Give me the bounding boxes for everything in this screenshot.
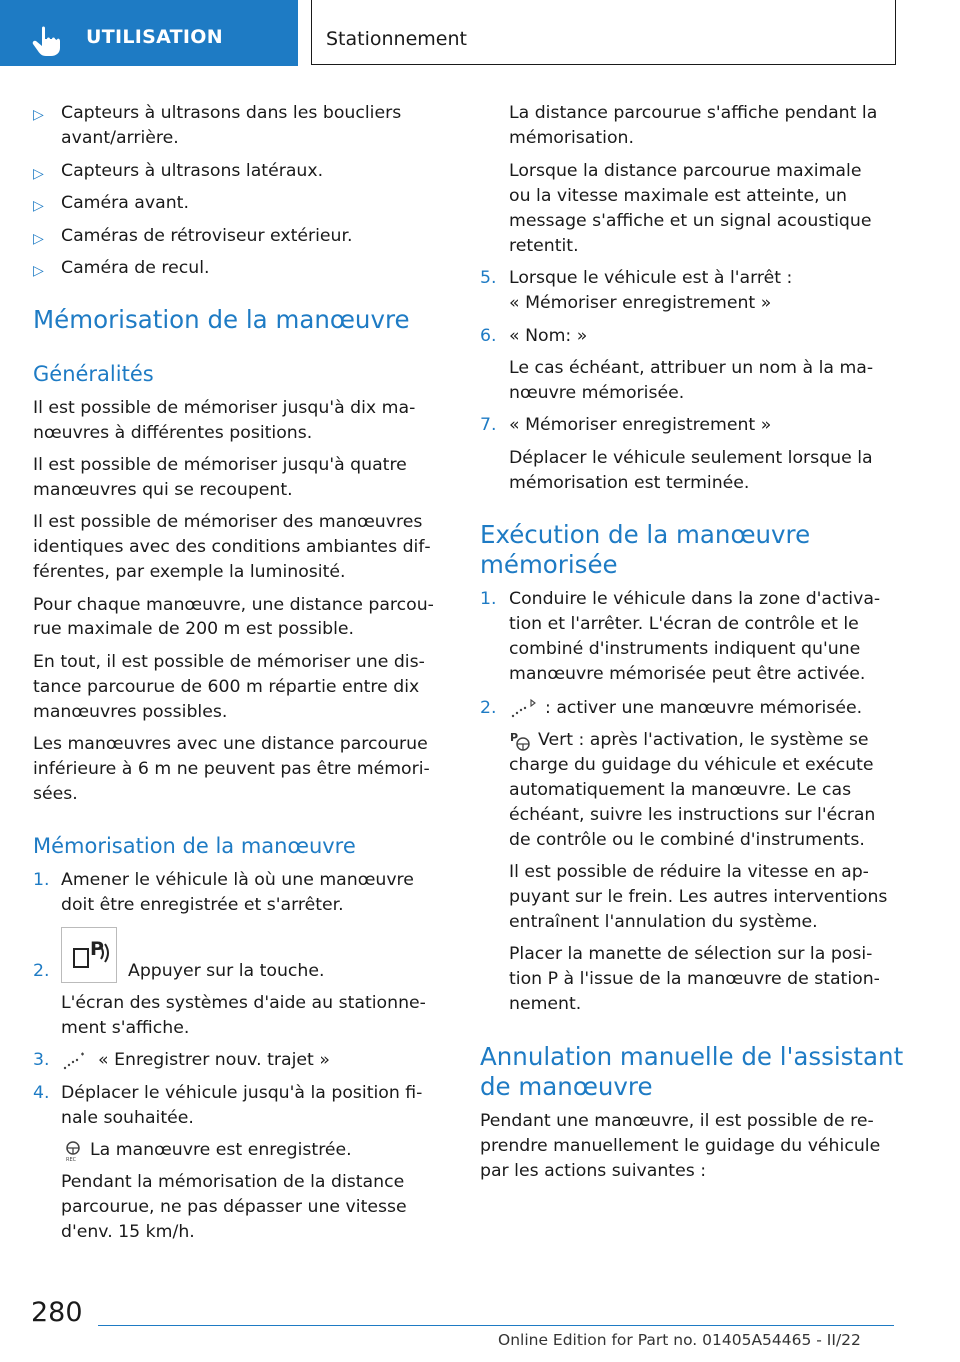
paragraph-line: tance parcourue de 600 m répartie entre dix <box>33 677 420 697</box>
footer-divider <box>98 1325 894 1326</box>
step-text: Il est possible de réduire la vitesse en ap‐ <box>509 862 869 882</box>
footer-edition: Online Edition for Part no. 01405A54465 - II/22 <box>498 1331 861 1349</box>
paragraph-line: retentit. <box>509 236 579 256</box>
steering-auto-icon <box>510 730 532 752</box>
bullet-triangle-icon: ▷ <box>33 107 44 123</box>
paragraph-line: manœuvres possibles. <box>33 702 228 722</box>
step-text: « Mémoriser enregistrement » <box>509 415 772 435</box>
step-text: Pendant la mémorisation de la distance <box>61 1172 405 1192</box>
paragraph-line: La distance parcourue s'affiche pendant la <box>509 103 878 123</box>
step-text: doit être enregistrée et s'arrêter. <box>61 895 344 915</box>
section-heading: de manœuvre <box>480 1072 653 1101</box>
step-text: ment s'affiche. <box>61 1018 190 1038</box>
svg-text:REC: REC <box>66 1157 77 1162</box>
section-heading: Exécution de la manœuvre <box>480 520 811 549</box>
step-number: 6. <box>480 326 497 346</box>
bullet-text: Caméras de rétroviseur extérieur. <box>61 226 353 246</box>
section-heading: Mémorisation de la manœuvre <box>33 305 410 334</box>
step-text: « Nom: » <box>509 326 588 346</box>
step-number: 2. <box>480 698 497 718</box>
step-text: tion P à l'issue de la manœuvre de station‐ <box>509 969 880 989</box>
svg-text:P: P <box>90 938 104 960</box>
section-heading: mémorisée <box>480 550 618 579</box>
bullet-text: Caméra de recul. <box>61 258 210 278</box>
step-text: échéant, suivre les instructions sur l'écran <box>509 805 876 825</box>
step-number: 2. <box>33 961 50 981</box>
step-text: automatiquement la manœuvre. Le cas <box>509 780 852 800</box>
bullet-triangle-icon: ▷ <box>33 231 44 247</box>
paragraph-line: par les actions suivantes : <box>480 1161 707 1181</box>
bullet-text: Capteurs à ultrasons dans les boucliers <box>61 103 402 123</box>
section-heading: Annulation manuelle de l'assistant <box>480 1042 904 1071</box>
paragraph-line: Pendant une manœuvre, il est possible de re‐ <box>480 1111 874 1131</box>
step-text: Amener le véhicule là où une manœuvre <box>61 870 414 890</box>
step-text: manœuvre mémorisée peut être activée. <box>509 664 866 684</box>
step-text: « Mémoriser enregistrement » <box>509 293 772 313</box>
bullet-text: avant/arrière. <box>61 128 179 148</box>
step-text: entraînent l'annulation du système. <box>509 912 818 932</box>
paragraph-line: inférieure à 6 m ne peuvent pas être mémori‐ <box>33 759 430 779</box>
step-text: parcourue, ne pas dépasser une vitesse <box>61 1197 407 1217</box>
step-text: tion et l'arrêter. L'écran de contrôle et le <box>509 614 859 634</box>
paragraph-line: En tout, il est possible de mémoriser une dis‐ <box>33 652 425 672</box>
step-text: de contrôle ou le combiné d'instruments. <box>509 830 865 850</box>
page-number: 280 <box>31 1297 83 1328</box>
paragraph-line: Pour chaque manœuvre, une distance parcou‐ <box>33 595 434 615</box>
step-text: mémorisation est terminée. <box>509 473 750 493</box>
paragraph-line: Il est possible de mémoriser jusqu'à quatre <box>33 455 407 475</box>
step-text: « Enregistrer nouv. trajet » <box>98 1050 330 1070</box>
bullet-text: Capteurs à ultrasons latéraux. <box>61 161 324 181</box>
paragraph-line: Les manœuvres avec une distance parcourue <box>33 734 428 754</box>
paragraph-line: férentes, par exemple la luminosité. <box>33 562 346 582</box>
trajectory-play-icon[interactable] <box>509 698 539 720</box>
step-number: 3. <box>33 1050 50 1070</box>
paragraph-line: message s'affiche et un signal acoustique <box>509 211 872 231</box>
step-text: nale souhaitée. <box>61 1108 194 1128</box>
step-text: Appuyer sur la touche. <box>128 961 325 981</box>
bullet-triangle-icon: ▷ <box>33 166 44 182</box>
step-text: Déplacer le véhicule jusqu'à la position fi‐ <box>61 1083 423 1103</box>
paragraph-line: prendre manuellement le guidage du véhicule <box>480 1136 881 1156</box>
step-number: 1. <box>33 870 50 890</box>
paragraph-line: sées. <box>33 784 78 804</box>
paragraph-line: manœuvres qui se recoupent. <box>33 480 293 500</box>
paragraph-line: rue maximale de 200 m est possible. <box>33 619 355 639</box>
step-number: 7. <box>480 415 497 435</box>
paragraph-line: nœuvres à différentes positions. <box>33 423 313 443</box>
svg-text:P: P <box>510 731 519 744</box>
paragraph-line: ou la vitesse maximale est atteinte, un <box>509 186 848 206</box>
paragraph-line: identiques avec des conditions ambiantes dif‐ <box>33 537 431 557</box>
step-text: La manœuvre est enregistrée. <box>90 1140 352 1160</box>
step-number: 1. <box>480 589 497 609</box>
step-text: puyant sur le frein. Les autres interventions <box>509 887 888 907</box>
subheading: Mémorisation de la manœuvre <box>33 834 356 858</box>
paragraph-line: mémorisation. <box>509 128 634 148</box>
step-text: Placer la manette de sélection sur la posi‐ <box>509 944 873 964</box>
step-number: 4. <box>33 1083 50 1103</box>
step-text: : activer une manœuvre mémorisée. <box>545 698 863 718</box>
step-text: charge du guidage du véhicule et exécute <box>509 755 874 775</box>
step-text: d'env. 15 km/h. <box>61 1222 195 1242</box>
paragraph-line: Il est possible de mémoriser des manœuvres <box>33 512 423 532</box>
paragraph-line: Lorsque la distance parcourue maximale <box>509 161 862 181</box>
step-text: Lorsque le véhicule est à l'arrêt : <box>509 268 793 288</box>
bullet-text: Caméra avant. <box>61 193 189 213</box>
step-text: Déplacer le véhicule seulement lorsque la <box>509 448 873 468</box>
bullet-triangle-icon: ▷ <box>33 263 44 279</box>
paragraph-line: Il est possible de mémoriser jusqu'à dix ma‐ <box>33 398 416 418</box>
subheading: Généralités <box>33 362 154 386</box>
step-text: Vert : après l'activation, le système se <box>538 730 869 750</box>
step-text: nement. <box>509 994 582 1014</box>
step-text: Le cas échéant, attribuer un nom à la ma‐ <box>509 358 874 378</box>
section-label: UTILISATION <box>86 26 223 48</box>
step-number: 5. <box>480 268 497 288</box>
step-text: Conduire le véhicule dans la zone d'activa‐ <box>509 589 881 609</box>
step-text: combiné d'instruments indiquent qu'une <box>509 639 861 659</box>
step-text: L'écran des systèmes d'aide au stationne‐ <box>61 993 426 1013</box>
chapter-title: Stationnement <box>326 28 467 50</box>
bullet-triangle-icon: ▷ <box>33 198 44 214</box>
step-text: nœuvre mémorisée. <box>509 383 685 403</box>
